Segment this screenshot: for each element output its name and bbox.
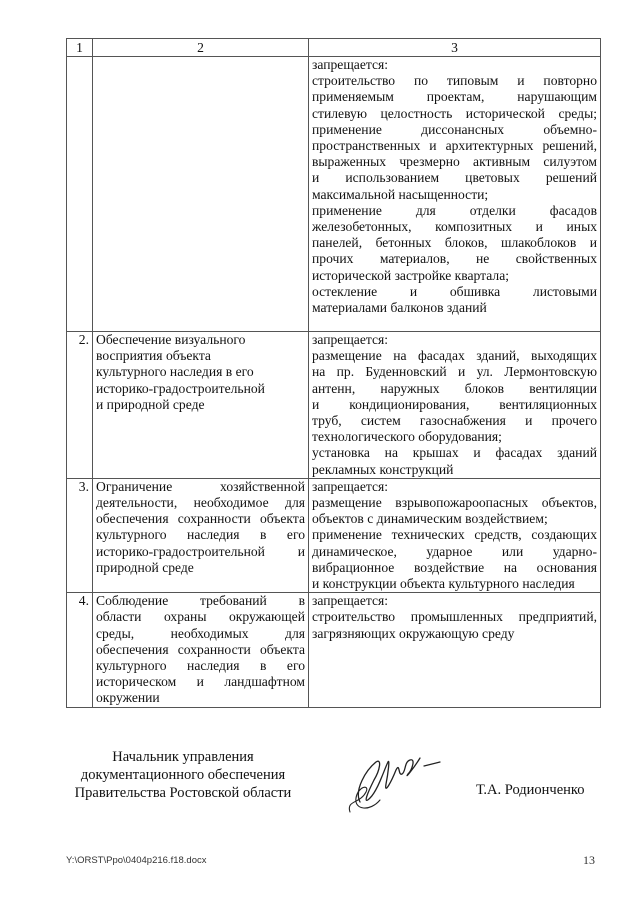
content-line: применяемым проектам, нарушающим [312,89,597,105]
table-row [67,593,601,707]
title-line: историко-градостроительной и [96,543,305,559]
content-line: применение для отделки фасадов [312,202,597,218]
content-line: установка на крышах и фасадах зданий [312,445,597,461]
row-content [309,57,601,332]
row-number: 2. [67,332,93,479]
row-number: 3. [67,478,93,592]
table-row [67,332,601,479]
content-line: загрязняющих окружающую среду [312,625,515,641]
title-line: культурного наследия в его [96,527,305,543]
footer-file-path: Y:\ORST\Ppo\0404p216.f18.docx [66,855,207,866]
position-line: Правительства Ростовской области [74,785,292,801]
header-col-2: 2 [93,39,309,57]
regulations-table [66,38,601,708]
row-content [309,478,601,592]
content-line: максимальной насыщенности; [312,186,489,202]
content-line: запрещается: [312,478,389,494]
table-header-row [67,39,601,57]
content-line: железобетонных, композитных и иных [312,219,597,235]
content-line: на пр. Буденновский и ул. Лермонтовскую [312,364,597,380]
title-line: историческом и ландшафтном [96,674,305,690]
content-line: динамическое, ударное или ударно- [312,543,597,559]
title-line: обеспечения сохранности объекта [96,511,305,527]
title-line: культурного наследия в его [96,658,305,674]
title-line: и природной среде [96,396,205,412]
title-line: природной среде [96,559,194,575]
title-line: культурного наследия в его [96,364,254,380]
row-title [93,478,309,592]
table-row [67,57,601,332]
signatory-name: Т.А. Родионченко [476,782,585,798]
content-line: технологического оборудования; [312,429,502,445]
row-title [93,57,309,332]
content-line: стилевую целостность исторической среды; [312,105,597,121]
row-number: 4. [67,593,93,707]
content-line: материалами балконов зданий [312,300,487,316]
content-line: панелей, бетонных блоков, шлакоблоков и [312,235,597,251]
content-line: применение технических средств, создающих [312,527,597,543]
content-line: применение диссонансных объемно- [312,121,597,137]
content-line: запрещается: [312,332,389,347]
row-content [309,593,601,707]
header-col-3: 3 [309,39,601,57]
content-line: и кондиционирования, вентиляционных [312,396,597,412]
content-line: запрещается: [312,57,389,72]
content-line: остекление и обшивка листовыми [312,283,597,299]
position-line: Начальник управления [112,749,254,765]
content-line: пространственных и архитектурных решений, [312,138,597,154]
row-content [309,332,601,479]
row-title [93,593,309,707]
content-line: антенн, наружных блоков вентиляции [312,380,597,396]
position-line: документационного обеспечения [80,767,286,783]
page-number: 13 [583,853,595,867]
content-line: запрещается: [312,593,389,609]
table-row [67,478,601,592]
content-line: объектов с динамическим воздействием; [312,511,548,527]
row-number [67,57,93,332]
content-line: рекламных конструкций [312,461,454,477]
title-line: восприятия объекта [96,348,211,364]
content-line: и конструкции объекта культурного наследия [312,576,575,592]
row-title [93,332,309,479]
title-line: Соблюдение требований в [96,593,305,609]
content-line: выраженных чрезмерно активным силуэтом [312,154,597,170]
title-line: Обеспечение визуального [96,332,246,347]
content-line: строительство по типовым и повторно [312,73,597,89]
handwritten-signature [340,740,460,820]
content-line: размещение на фасадах зданий, выходящих [312,348,597,364]
title-line: историко-градостроительной [96,380,265,396]
title-line: деятельности, необходимое для [96,495,305,511]
title-line: Ограничение хозяйственной [96,478,305,494]
title-line: окружении [96,690,160,706]
header-col-1: 1 [67,39,93,57]
content-line: вибрационное воздействие на основания [312,559,597,575]
content-line: размещение взрывопожароопасных объектов, [312,495,597,511]
content-line: труб, систем газоснабжения и прочего [312,413,597,429]
content-line: и использованием цветовых решений [312,170,597,186]
title-line: обеспечения сохранности объекта [96,641,305,657]
title-line: области охраны окружающей [96,609,305,625]
content-line: строительство промышленных предприятий, [312,609,597,625]
content-line: прочих материалов, не свойственных [312,251,597,267]
title-line: среды, необходимых для [96,625,305,641]
signatory-position [64,748,302,802]
content-line: исторической застройке квартала; [312,267,510,283]
